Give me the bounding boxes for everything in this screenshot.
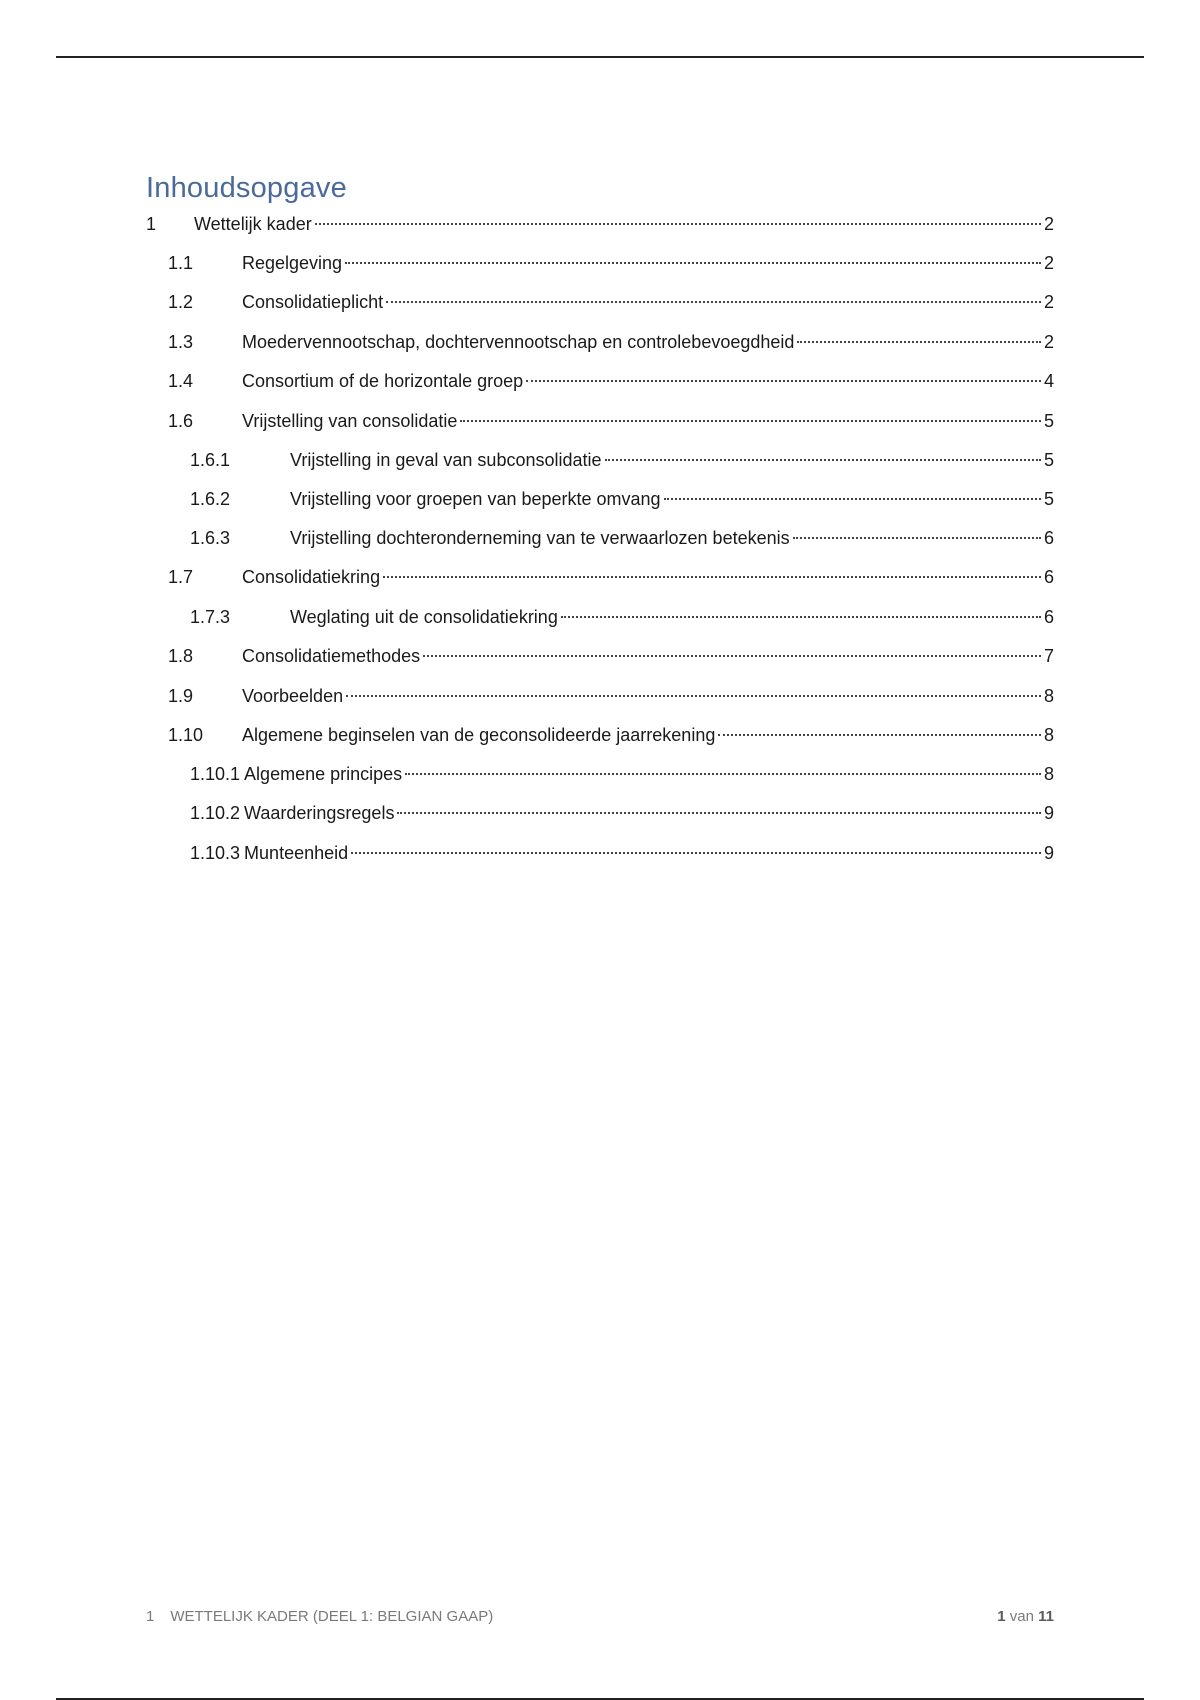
toc-entry-number: 1.10.1 — [190, 764, 241, 784]
dot-leader — [793, 537, 1041, 539]
toc-title: Inhoudsopgave — [146, 172, 347, 204]
toc-entry-page: 2 — [1043, 214, 1054, 234]
toc-entry[interactable] — [146, 644, 1054, 668]
toc-entry[interactable] — [146, 369, 1054, 393]
toc-entry-number: 1.10.2 — [190, 803, 241, 823]
toc-entry-number: 1.8 — [168, 646, 194, 666]
toc-entry-label: Munteenheid — [244, 843, 349, 863]
toc-entry[interactable] — [146, 723, 1054, 747]
toc-entry[interactable] — [146, 448, 1054, 472]
toc-entry-number: 1.9 — [168, 686, 194, 706]
toc-entry-page: 2 — [1043, 332, 1054, 352]
toc-entry-label: Waarderingsregels — [244, 803, 395, 823]
toc-entry-label: Voorbeelden — [242, 686, 344, 706]
footer-chapter-number: 1 — [146, 1608, 155, 1625]
toc-entry-label: Consolidatieplicht — [242, 292, 384, 312]
toc-entry-label: Vrijstelling dochteronderneming van te verwaarlozen betekenis — [290, 528, 790, 548]
dot-leader — [351, 852, 1041, 854]
dot-leader — [423, 655, 1041, 657]
dot-leader — [605, 459, 1041, 461]
toc-entry[interactable] — [146, 565, 1054, 589]
toc-entry-page: 5 — [1043, 411, 1054, 431]
toc-entry-label: Moedervennootschap, dochtervennootschap en controlebevoegdheid — [242, 332, 795, 352]
footer-page-total: 11 — [1038, 1608, 1054, 1625]
toc-entry-number: 1.2 — [168, 292, 194, 312]
toc-entry[interactable] — [146, 841, 1054, 865]
toc-entry-page: 8 — [1043, 764, 1054, 784]
page-footer — [146, 1608, 1054, 1625]
toc-entry-page: 8 — [1043, 686, 1054, 706]
toc-entry-number: 1.10.3 — [190, 843, 241, 863]
dot-leader — [346, 695, 1041, 697]
toc-entry[interactable] — [146, 801, 1054, 825]
toc-entry-label: Consolidatiekring — [242, 567, 381, 587]
toc-entry-label: Wettelijk kader — [194, 214, 312, 234]
toc-entry[interactable] — [146, 605, 1054, 629]
toc-entry-label: Vrijstelling in geval van subconsolidatie — [290, 450, 602, 470]
toc-entry-page: 7 — [1043, 646, 1054, 666]
dot-leader — [561, 616, 1041, 618]
toc-entry-page: 4 — [1043, 371, 1054, 391]
toc-entry[interactable] — [146, 409, 1054, 433]
dot-leader — [405, 773, 1041, 775]
toc-entry-page: 9 — [1043, 803, 1054, 823]
footer-chapter-title: WETTELIJK KADER (DEEL 1: BELGIAN GAAP) — [170, 1608, 494, 1625]
toc-entry-label: Algemene principes — [244, 764, 403, 784]
dot-leader — [718, 734, 1041, 736]
toc-entry[interactable] — [146, 526, 1054, 550]
dot-leader — [345, 262, 1041, 264]
dot-leader — [797, 341, 1041, 343]
toc-entry[interactable] — [146, 212, 1054, 236]
toc-entry[interactable] — [146, 290, 1054, 314]
toc-entry[interactable] — [146, 487, 1054, 511]
dot-leader — [526, 380, 1041, 382]
toc-entry-number: 1 — [146, 214, 157, 234]
dot-leader — [460, 420, 1041, 422]
toc-entry-label: Regelgeving — [242, 253, 343, 273]
toc-entry-number: 1.6.1 — [190, 450, 231, 470]
footer-page-current: 1 — [997, 1608, 1006, 1625]
toc-entry-label: Algemene beginselen van de geconsolideerde jaarrekening — [242, 725, 716, 745]
dot-leader — [664, 498, 1041, 500]
toc-entry-number: 1.6 — [168, 411, 194, 431]
toc-entry-page: 5 — [1043, 489, 1054, 509]
toc-entry-number: 1.6.2 — [190, 489, 231, 509]
header-rule — [56, 56, 1144, 58]
toc-entry-page: 2 — [1043, 292, 1054, 312]
toc-entry-page: 6 — [1043, 567, 1054, 587]
toc-entry-number: 1.10 — [168, 725, 204, 745]
toc-entry[interactable] — [146, 762, 1054, 786]
toc-entry-label: Consortium of de horizontale groep — [242, 371, 524, 391]
footer-page-separator: van — [1009, 1608, 1034, 1625]
toc-entry-label: Vrijstelling van consolidatie — [242, 411, 458, 431]
dot-leader — [386, 301, 1041, 303]
footer-page-number — [997, 1608, 1054, 1625]
toc-entry-number: 1.1 — [168, 253, 194, 273]
toc-entry-label: Consolidatiemethodes — [242, 646, 421, 666]
toc-entry[interactable] — [146, 684, 1054, 708]
toc-entry-page: 6 — [1043, 607, 1054, 627]
dot-leader — [383, 576, 1041, 578]
toc-entry-page: 2 — [1043, 253, 1054, 273]
footer-chapter — [146, 1608, 493, 1625]
toc-entry-number: 1.6.3 — [190, 528, 231, 548]
toc-entry-number: 1.4 — [168, 371, 194, 391]
toc-entry-number: 1.7 — [168, 567, 194, 587]
toc-entry-number: 1.3 — [168, 332, 194, 352]
toc-entry-number: 1.7.3 — [190, 607, 231, 627]
toc-entry-page: 8 — [1043, 725, 1054, 745]
toc-entry[interactable] — [146, 251, 1054, 275]
toc-entry-label: Vrijstelling voor groepen van beperkte omvang — [290, 489, 661, 509]
toc-entry-page: 9 — [1043, 843, 1054, 863]
toc-entry-label: Weglating uit de consolidatiekring — [290, 607, 558, 627]
toc-entry-page: 6 — [1043, 528, 1054, 548]
dot-leader — [397, 812, 1041, 814]
dot-leader — [315, 223, 1041, 225]
toc-entry-page: 5 — [1043, 450, 1054, 470]
toc-entry[interactable] — [146, 330, 1054, 354]
